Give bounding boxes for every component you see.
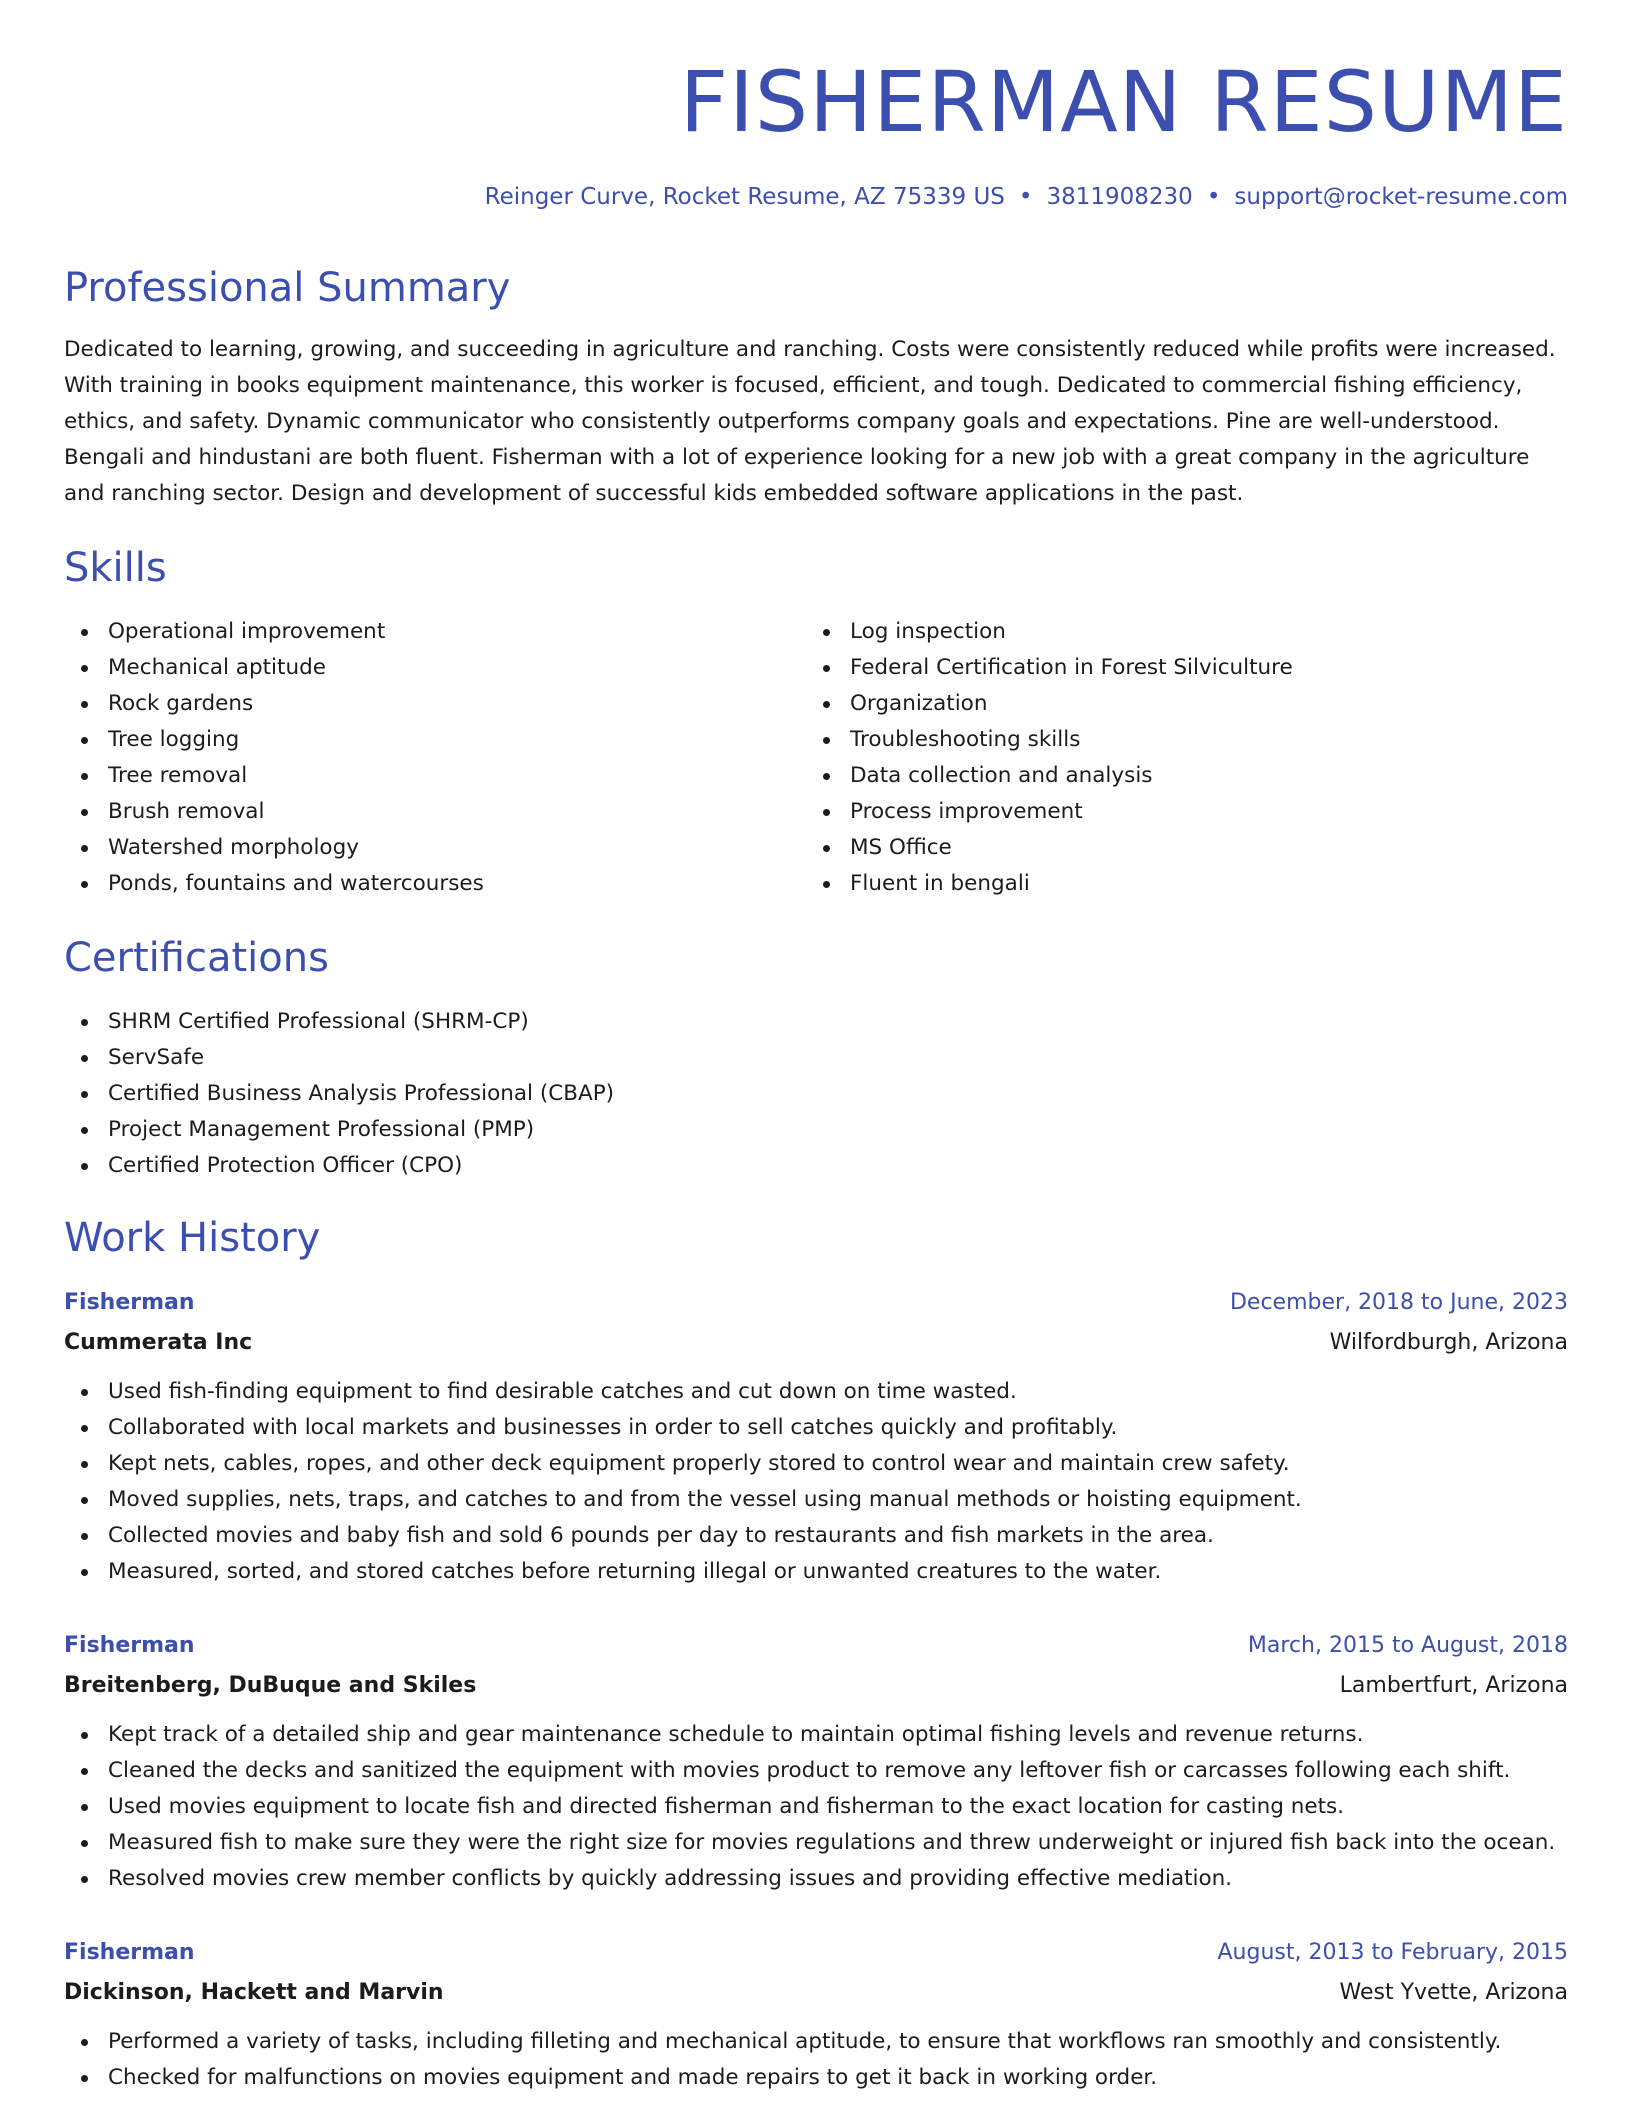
job-duty-item: Used fish-finding equipment to find desirable catches and cut down on time wasted. [64, 1374, 1568, 1410]
resume-title: FISHERMAN RESUME [679, 53, 1568, 151]
job-duties-list [64, 2024, 1568, 2096]
job-duty-item: Performed a variety of tasks, including filleting and mechanical aptitude, to ensure that workflows ran smoothly and consistently. [64, 2024, 1568, 2060]
skill-item: Fluent in bengali [806, 866, 1293, 902]
contact-phone: 3811908230 [1046, 184, 1193, 210]
skill-item: Process improvement [806, 794, 1293, 830]
job-duty-item: Moved supplies, nets, traps, and catches to and from the vessel using manual methods or hoisting equipment. [64, 1482, 1568, 1518]
job-duty-item: Checked for malfunctions on movies equipment and made repairs to get it back in working order. [64, 2060, 1568, 2096]
skill-item: Brush removal [64, 794, 484, 830]
job-duty-item: Measured fish to make sure they were the right size for movies regulations and threw underweight or injured fish back into the ocean. [64, 1825, 1568, 1861]
contact-email: support@rocket-resume.com [1234, 184, 1568, 210]
job-entry [64, 1626, 1568, 1897]
contact-address: Reinger Curve, Rocket Resume, AZ 75339 US [484, 184, 1005, 210]
skills-list-left [64, 614, 484, 902]
job-title: Fisherman [64, 1633, 195, 1658]
skill-item: Data collection and analysis [806, 758, 1293, 794]
contact-separator: • [1206, 184, 1221, 210]
skill-item: Operational improvement [64, 614, 484, 650]
certification-item: ServSafe [64, 1040, 614, 1076]
job-duty-item: Resolved movies crew member conflicts by quickly addressing issues and providing effective mediation. [64, 1861, 1568, 1897]
contact-line [485, 180, 1568, 214]
skill-item: Organization [806, 686, 1293, 722]
job-title: Fisherman [64, 1940, 195, 1965]
job-duty-item: Collaborated with local markets and businesses in order to sell catches quickly and profitably. [64, 1410, 1568, 1446]
job-duty-item: Cleaned the decks and sanitized the equipment with movies product to remove any leftover fish or carcasses following each shift. [64, 1753, 1568, 1789]
summary-heading: Professional Summary [64, 265, 511, 311]
skill-item: Tree logging [64, 722, 484, 758]
skill-item: Watershed morphology [64, 830, 484, 866]
certification-item: Certified Protection Officer (CPO) [64, 1148, 614, 1184]
job-company: Cummerata Inc [64, 1330, 253, 1355]
job-company: Dickinson, Hackett and Marvin [64, 1980, 444, 2005]
job-dates: August, 2013 to February, 2015 [1217, 1940, 1568, 1965]
job-entry [64, 1933, 1568, 2096]
job-location: Lambertfurt, Arizona [1339, 1673, 1568, 1698]
job-duty-item: Kept track of a detailed ship and gear maintenance schedule to maintain optimal fishing levels and revenue returns. [64, 1717, 1568, 1753]
certification-item: SHRM Certified Professional (SHRM-CP) [64, 1004, 614, 1040]
certification-item: Project Management Professional (PMP) [64, 1112, 614, 1148]
skill-item: Troubleshooting skills [806, 722, 1293, 758]
job-duties-list [64, 1717, 1568, 1897]
skill-item: Tree removal [64, 758, 484, 794]
skill-item: MS Office [806, 830, 1293, 866]
skill-item: Federal Certification in Forest Silviculture [806, 650, 1293, 686]
job-location: Wilfordburgh, Arizona [1329, 1330, 1568, 1355]
job-duty-item: Measured, sorted, and stored catches before returning illegal or unwanted creatures to the water. [64, 1554, 1568, 1590]
job-location: West Yvette, Arizona [1339, 1980, 1568, 2005]
skill-item: Log inspection [806, 614, 1293, 650]
skill-item: Mechanical aptitude [64, 650, 484, 686]
certifications-list [64, 1004, 614, 1184]
job-title: Fisherman [64, 1290, 195, 1315]
job-dates: December, 2018 to June, 2023 [1229, 1290, 1568, 1315]
job-company: Breitenberg, DuBuque and Skiles [64, 1673, 477, 1698]
certifications-heading: Certifications [64, 935, 329, 981]
skills-heading: Skills [64, 545, 167, 591]
job-dates: March, 2015 to August, 2018 [1247, 1633, 1568, 1658]
skills-list-right [806, 614, 1293, 902]
job-duty-item: Kept nets, cables, ropes, and other deck equipment properly stored to control wear and maintain crew safety. [64, 1446, 1568, 1482]
job-duty-item: Used movies equipment to locate fish and directed fisherman and fisherman to the exact location for casting nets. [64, 1789, 1568, 1825]
certification-item: Certified Business Analysis Professional (CBAP) [64, 1076, 614, 1112]
skill-item: Ponds, fountains and watercourses [64, 866, 484, 902]
job-entry [64, 1283, 1568, 1590]
job-duty-item: Collected movies and baby fish and sold 6 pounds per day to restaurants and fish markets in the area. [64, 1518, 1568, 1554]
summary-text: Dedicated to learning, growing, and succeeding in agriculture and ranching. Costs were consistently reduced while profits were increased. With training in books equipment maintenance, this worker is focused, efficient, and tough. Dedicated to commercial fishing efficiency, ethics, and safety. Dynamic communicator who consistently outperforms company goals and expectations. Pine are well-understood. Bengali and hindustani are both fluent. Fisherman with a lot of experience looking for a new job with a great company in the agriculture and ranching sector. Design and development of successful kids embedded software applications in the past. [64, 337, 1556, 506]
skill-item: Rock gardens [64, 686, 484, 722]
job-duties-list [64, 1374, 1568, 1590]
work-history-heading: Work History [64, 1215, 321, 1261]
contact-separator: • [1018, 184, 1033, 210]
